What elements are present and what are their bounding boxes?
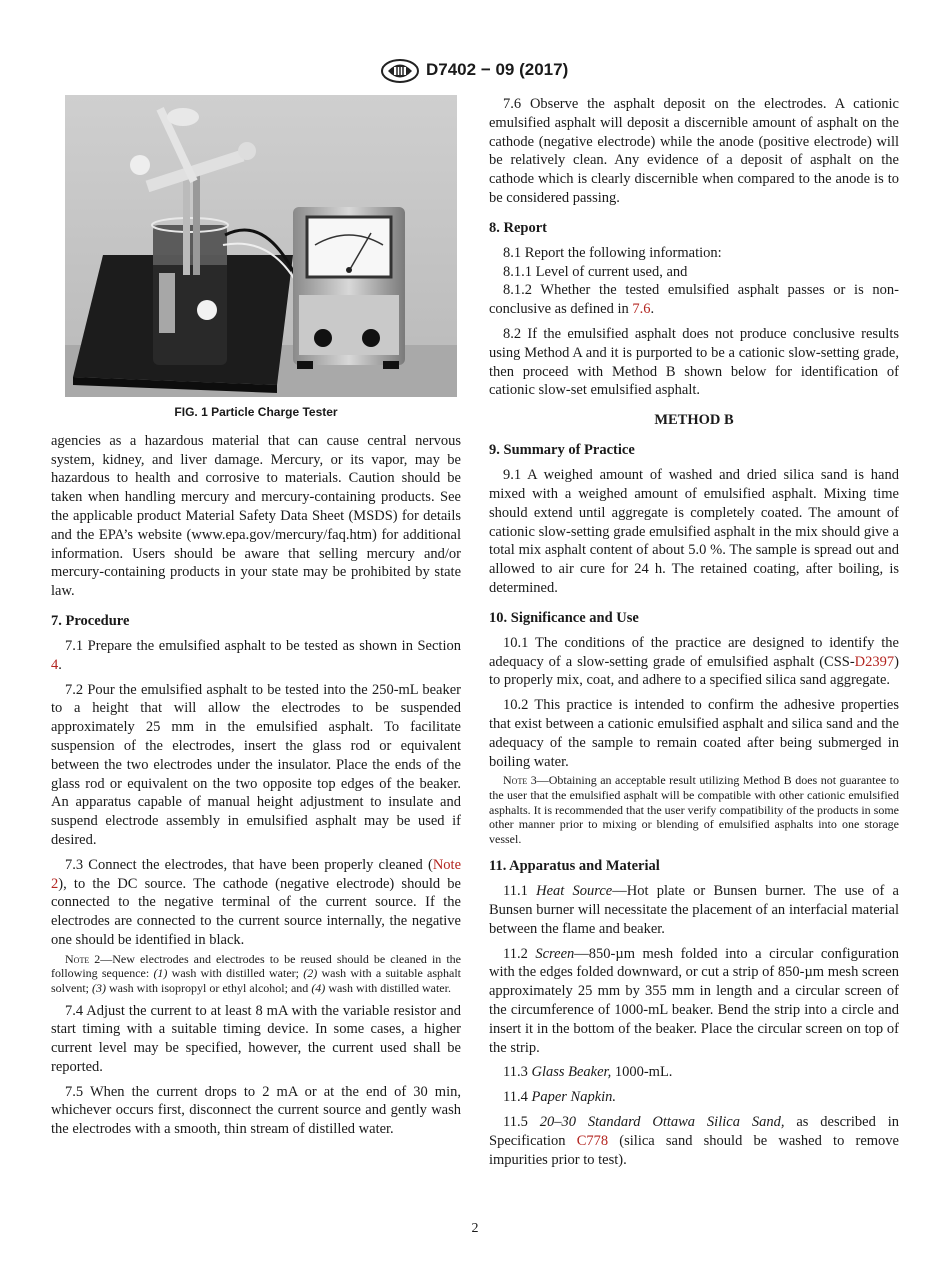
- note-2: Note 2—New electrodes and electrodes to be reused should be cleaned in the following sequence: (1) wash with distilled water; (2) wash with a suitable asphalt solvent; (3) wash with isopropyl or ethyl alcohol; and (4) wash with distilled water.: [51, 951, 461, 995]
- paragraph-8-1-2: 8.1.2 Whether the tested emulsified asphalt passes or is non-conclusive as defined in 7.6.: [489, 282, 899, 318]
- paragraph-10-2: 10.2 This practice is intended to confirm the adhesive properties that exist between a cationic emulsified asphalt and silica sand and the adequacy of the sample to remain coated after being submerged in boiling water.: [489, 697, 899, 770]
- section-7-6-link[interactable]: 7.6: [632, 301, 651, 318]
- paragraph-intro-continued: agencies as a hazardous material that can cause central nervous system, kidney, and liver damage. Mercury, or its vapor, may be hazardous to health and corrosive to materials. Caution should be taken when handling mercury and mercury-containing products. See the applicable product Material Safety Data Sheet (MSDS) for details and the EPA’s website (www.epa.gov/mercury/faq.htm) for additional information. Users should be aware that selling mercury and/or mercury-containing products in your state may be prohibited by state law.: [51, 432, 461, 600]
- paragraph-10-1: 10.1 The conditions of the practice are designed to identify the adequacy of a slow-setting grade of emulsified asphalt (CSS-D2397) to properly mix, coat, and adhere to a specified silica sand aggregate.: [489, 634, 899, 689]
- paragraph-11-3: 11.3 Glass Beaker, 1000-mL.: [503, 1064, 673, 1081]
- c778-link[interactable]: C778: [576, 1132, 609, 1149]
- figure-particle-charge-tester: [65, 95, 457, 397]
- method-b-heading: METHOD B: [654, 412, 734, 429]
- right-column: [489, 95, 899, 1169]
- section-heading-8: 8. Report: [489, 219, 547, 236]
- paragraph-11-5: 11.5 20–30 Standard Ottawa Silica Sand, as described in Specification C778 (silica sand should be washed to remove impurities prior to test).: [489, 1114, 899, 1168]
- d2397-link[interactable]: D2397: [854, 653, 895, 670]
- note-3: Note 3—Obtaining an acceptable result utilizing Method B does not guarantee to the user that the emulsified asphalt will be compatible with other cationic emulsified asphalts. It is recommended that the user verify compatibility of the products in some other manner prior to mixing or blending of emulsified asphalts into one storage vessel.: [489, 773, 899, 846]
- section-heading-10: 10. Significance and Use: [489, 609, 639, 626]
- section-4-link[interactable]: 4: [51, 656, 59, 673]
- note-2-link[interactable]: Note 2: [51, 856, 461, 892]
- left-column: [51, 95, 461, 1139]
- paragraph-7-2: 7.2 Pour the emulsified asphalt to be tested into the 250-mL beaker to a height that will allow the electrodes to be suspended approximately 25 mm in the emulsified asphalt. To facilitate suspension of the electrodes, insert the glass rod or equivalent between the two electrodes under the insulator. Place the ends of the glass rod or equivalent on the two opposite top edges of the beaker. An apparatus capable of manual height adjustment to insulate and suspend electrode assembly in emulsified asphalt may be used if desired.: [51, 681, 461, 848]
- paragraph-11-1: 11.1 Heat Source—Hot plate or Bunsen burner. The use of a Bunsen burner will necessitate the placement of an interfacial material between the flame and beaker.: [489, 883, 899, 937]
- paragraph-8-1: 8.1 Report the following information:: [503, 244, 722, 261]
- section-heading-9: 9. Summary of Practice: [489, 442, 635, 459]
- paragraph-7-6: 7.6 Observe the asphalt deposit on the electrodes. A cationic emulsified asphalt will deposit a discernible amount of asphalt on the cathode (negative electrode) while the anode (positive electrode) will be relatively clean. Any evidence of a deposit of asphalt on the cathode which is clearly discernible when compared to the anode is to be considered passing.: [489, 96, 899, 206]
- paragraph-9-1: 9.1 A weighed amount of washed and dried silica sand is hand mixed with a weighed amount of emulsified asphalt. Mixing time should extend until aggregate is completely coated. The amount of cationic slow-setting grade emulsified asphalt in the mix should give a total mix asphalt content of about 5.0 %. The sample is spread out and allowed to air cure for 24 h. The retained coating, after boiling, is determined.: [489, 467, 899, 596]
- paragraph-11-2: 11.2 Screen—850-µm mesh folded into a circular configuration with the edges folded downward, or cut a strip of 850-µm mesh screen approximately 25 mm by 355 mm in length and a circular screen of the circumference of 1000-mL beaker. Bend the strip into a circle and insert it in the bottom of the beaker. Place the circular screen on top of the strip.: [489, 945, 899, 1056]
- astm-logo-icon: [380, 58, 420, 84]
- particle-charge-tester-photo: [65, 95, 457, 397]
- paragraph-7-4: 7.4 Adjust the current to at least 8 mA with the variable resistor and start timing with a suitable timing device. In some cases, a higher current level may be specified, however, the current used shall be reported.: [51, 1002, 461, 1075]
- figure-caption: FIG. 1 Particle Charge Tester: [174, 405, 338, 419]
- section-heading-11: 11. Apparatus and Material: [489, 858, 660, 875]
- paragraph-11-4: 11.4 Paper Napkin.: [503, 1089, 617, 1106]
- paragraph-7-5: 7.5 When the current drops to 2 mA or at the end of 30 min, whichever occurs first, disconnect the current source and gently wash the electrodes with a smooth, thin stream of distilled water.: [51, 1083, 461, 1138]
- section-heading-7: 7. Procedure: [51, 612, 130, 629]
- page-number: 2: [471, 1221, 479, 1236]
- paragraph-8-1-1: 8.1.1 Level of current used, and: [503, 263, 688, 280]
- document-id: D7402 − 09 (2017): [426, 60, 569, 79]
- paragraph-8-2: 8.2 If the emulsified asphalt does not produce conclusive results using Method A and it is purported to be a cationic slow-setting grade, then proceed with Method B shown below for identification of cationic slow-set emulsified asphalt.: [489, 325, 899, 399]
- paragraph-7-1: 7.1 Prepare the emulsified asphalt to be tested as shown in Section 4.: [51, 637, 461, 673]
- page-header: [0, 58, 950, 84]
- paragraph-7-3: 7.3 Connect the electrodes, that have been properly cleaned (Note 2), to the DC source. The cathode (negative electrode) should be connected to the negative terminal of the current source. If the electrodes are connected to the current source internally, the negative one should be identified in black.: [51, 856, 461, 948]
